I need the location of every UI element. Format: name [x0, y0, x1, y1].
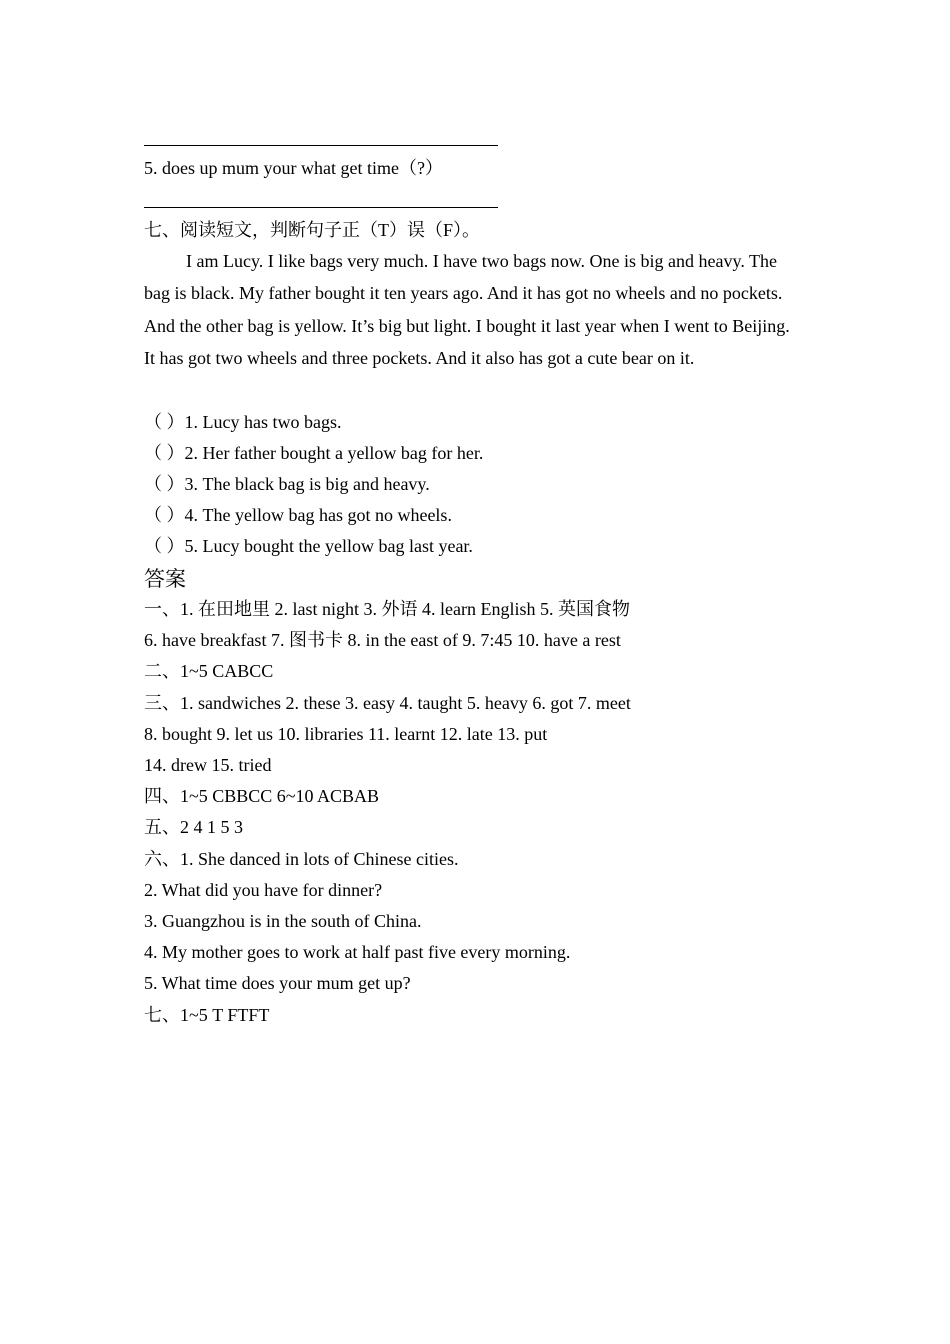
answer-blank-line-4 [144, 145, 498, 146]
answers-title: 答案 [144, 567, 186, 591]
answer-line: 三、1. sandwiches 2. these 3. easy 4. taught 5. heavy 6. got 7. meet [144, 693, 631, 713]
statement-5: （ ）5. Lucy bought the yellow bag last year. [144, 536, 473, 556]
statement-4: （ ）4. The yellow bag has got no wheels. [144, 505, 452, 525]
answer-line: 8. bought 9. let us 10. libraries 11. learnt 12. late 13. put [144, 724, 548, 744]
answer-line: 二、1~5 CABCC [144, 661, 274, 681]
answer-line: 六、1. She danced in lots of Chinese cities. [144, 849, 459, 869]
answer-line: 4. My mother goes to work at half past five every morning. [144, 942, 571, 962]
section-7-heading: 七、阅读短文，判断句子正（T）误（F）。 [144, 220, 481, 240]
question-5-scrambled: 5. does up mum your what get time（?） [144, 158, 443, 178]
answer-line: 一、1. 在田地里 2. last night 3. 外语 4. learn English 5. 英国食物 [144, 599, 630, 619]
answer-line: 6. have breakfast 7. 图书卡 8. in the east of 9. 7:45 10. have a rest [144, 630, 621, 650]
answer-line: 四、1~5 CBBCC 6~10 ACBAB [144, 786, 380, 806]
answer-line: 5. What time does your mum get up? [144, 973, 411, 993]
answer-line: 2. What did you have for dinner? [144, 880, 383, 900]
statement-1: （ ）1. Lucy has two bags. [144, 412, 342, 432]
answer-line: 五、2 4 1 5 3 [144, 817, 243, 837]
answer-line: 3. Guangzhou is in the south of China. [144, 911, 422, 931]
answer-blank-line-5 [144, 207, 498, 208]
statement-2: （ ）2. Her father bought a yellow bag for her. [144, 443, 484, 463]
reading-passage [144, 245, 804, 375]
reading-passage-text: I am Lucy. I like bags very much. I have two bags now. One is big and heavy. The bag is black. My father bought it ten years ago. And it has got no wheels and no pockets. And the other bag is yellow. It’s big but light. I bought it last year when I went to Beijing. It has got two wheels and three pockets. And it also has got a cute bear on it. [144, 251, 790, 369]
statement-3: （ ）3. The black bag is big and heavy. [144, 474, 430, 494]
answer-line: 七、1~5 T FTFT [144, 1005, 270, 1025]
answer-line: 14. drew 15. tried [144, 755, 272, 775]
